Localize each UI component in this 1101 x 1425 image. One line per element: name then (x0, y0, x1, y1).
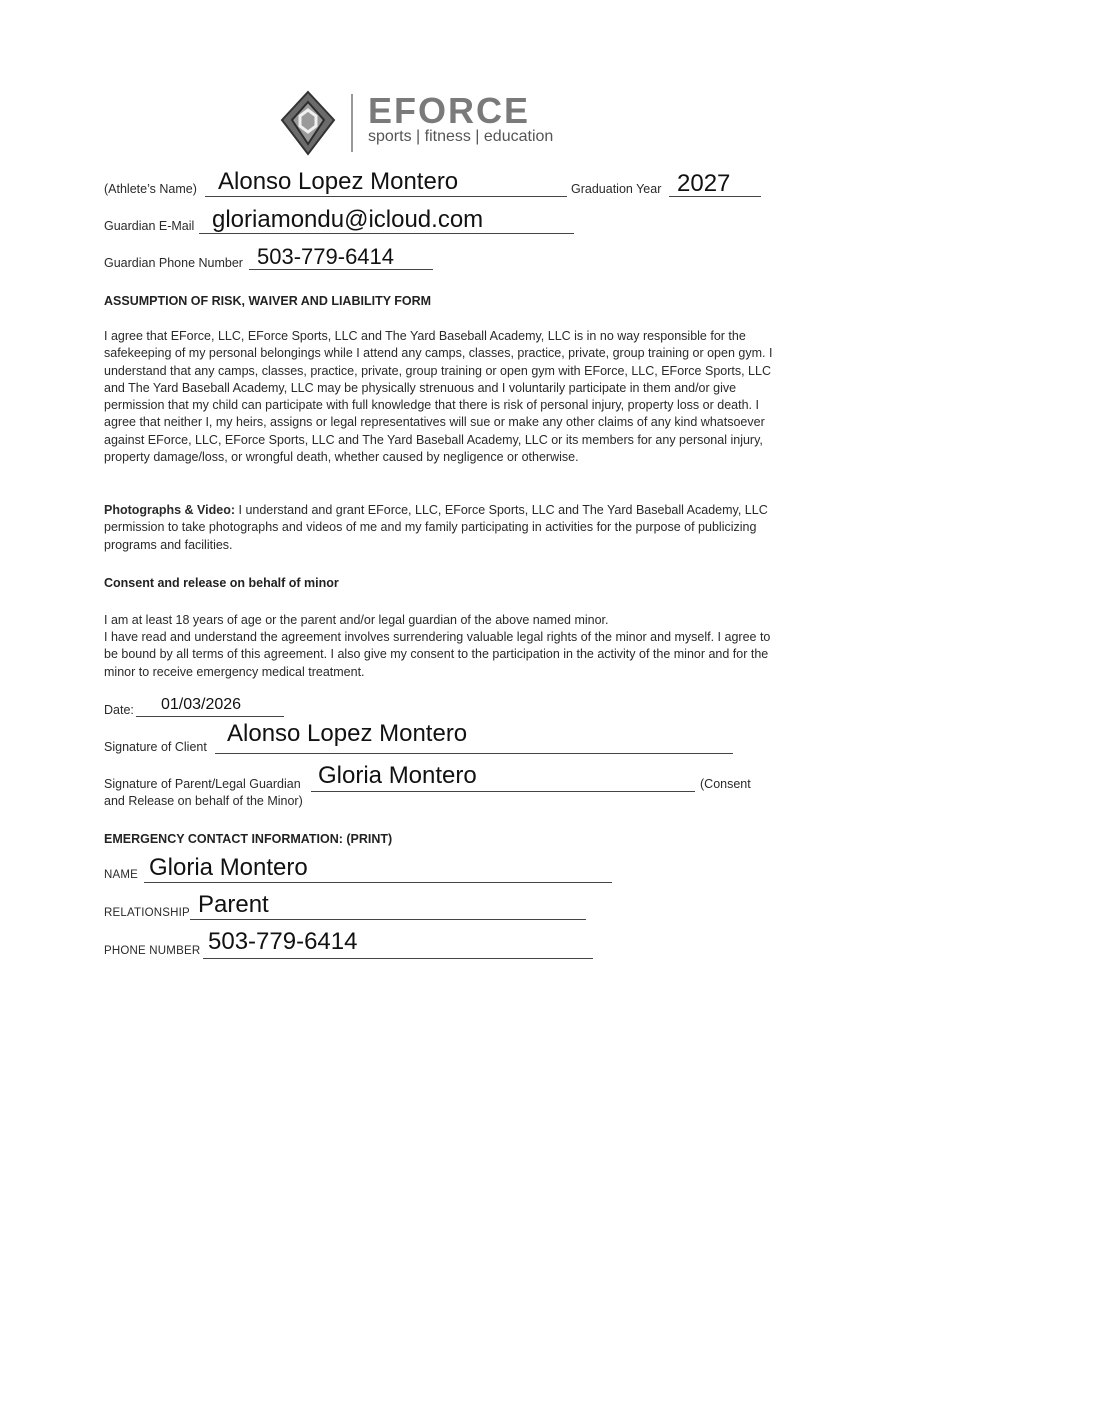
consent-line2: I have read and understand the agreement involves surrendering valuable legal rights of the minor and myself. I agree to be bound by all terms of this agreement. I also give my consent to the participation in the activity of the minor and for the minor to receive emergency medical treatment. (104, 630, 771, 679)
emergency-phone-label: PHONE NUMBER (104, 945, 201, 957)
guardian-email-input[interactable]: gloriamondu@icloud.com (212, 206, 484, 233)
photos-text: I understand and grant EForce, LLC, EForce Sports, LLC and The Yard Baseball Academy, LLC permission to take photographs and videos of me and my family participating in activities for the purpose of publicizing programs and facilities. (104, 503, 768, 552)
emergency-relationship-input[interactable]: Parent (198, 891, 269, 918)
consent-line1: I am at least 18 years of age or the parent and/or legal guardian of the above named minor. (104, 613, 609, 627)
emergency-name-line (144, 882, 612, 883)
date-input[interactable]: 01/03/2026 (161, 696, 242, 713)
guardian-signature-suffix-2: and Release on behalf of the Minor) (104, 794, 303, 808)
guardian-phone-input[interactable]: 503-779-6414 (257, 244, 395, 269)
photos-label: Photographs & Video: (104, 503, 236, 517)
client-signature-input[interactable]: Alonso Lopez Montero (227, 720, 468, 747)
client-signature-label: Signature of Client (104, 740, 207, 754)
logo-tagline: sports | fitness | education (368, 128, 554, 145)
emergency-name-input[interactable]: Gloria Montero (149, 854, 308, 881)
graduation-year-input[interactable]: 2027 (677, 170, 731, 197)
date-label: Date: (104, 703, 134, 717)
logo-wordmark: EFORCE (368, 90, 531, 131)
emergency-phone-input[interactable]: 503-779-6414 (208, 928, 358, 955)
eforce-logo (278, 90, 598, 158)
guardian-email-label: Guardian E-Mail (104, 219, 195, 233)
guardian-signature-line (311, 791, 695, 792)
consent-title: Consent and release on behalf of minor (104, 576, 339, 590)
photos-paragraph (104, 502, 774, 554)
emergency-name-label: NAME (104, 869, 139, 881)
guardian-signature-input[interactable]: Gloria Montero (318, 762, 477, 789)
emergency-relationship-line (190, 919, 586, 920)
athlete-name-input[interactable]: Alonso Lopez Montero (218, 168, 459, 195)
guardian-signature-label: Signature of Parent/Legal Guardian (104, 777, 301, 791)
guardian-phone-label: Guardian Phone Number (104, 256, 243, 270)
athlete-name-line (205, 196, 567, 197)
client-signature-line (215, 753, 733, 754)
waiver-title: ASSUMPTION OF RISK, WAIVER AND LIABILITY FORM (104, 294, 432, 308)
emergency-phone-line (203, 958, 593, 959)
date-line (136, 716, 284, 717)
emergency-relationship-label: RELATIONSHIP (104, 907, 190, 919)
emergency-title: EMERGENCY CONTACT INFORMATION: (PRINT) (104, 832, 393, 846)
guardian-signature-suffix: (Consent (700, 777, 751, 791)
waiver-paragraph: I agree that EForce, LLC, EForce Sports, LLC and The Yard Baseball Academy, LLC is in no way responsible for the safekeeping of my personal belongings while I attend any camps, classes, practice, private, group training or open gym. I understand that any camps, classes, practice, private, group training or open gym with EForce, LLC, EForce Sports, LLC and The Yard Baseball Academy, LLC may be physically strenuous and I voluntarily participate in them and/or give permission that my child can participate with full knowledge that there is risk of personal injury, property loss or death. I agree that neither I, my heirs, assigns or legal representatives will sue or make any other claims of any kind whatsoever against EForce, LLC, EForce Sports, LLC and The Yard Baseball Academy, LLC or its members for any personal injury, property damage/loss, or wrongful death, whether caused by negligence or otherwise. (104, 329, 773, 465)
athlete-name-label: (Athlete’s Name) (104, 182, 197, 196)
graduation-year-label: Graduation Year (571, 182, 662, 196)
